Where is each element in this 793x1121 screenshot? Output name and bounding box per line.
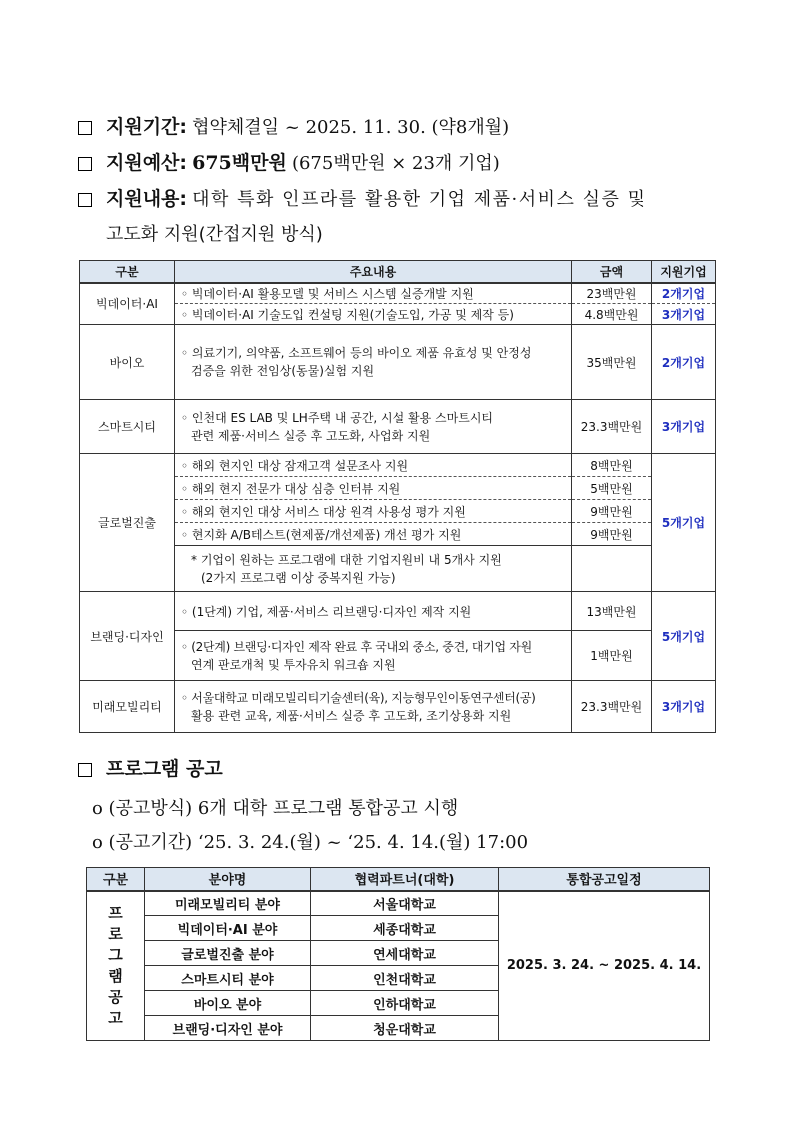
partner-cell: 서울대학교 xyxy=(311,891,499,916)
amount-cell: 23.3백만원 xyxy=(572,400,652,454)
support-content-text: 대학 특화 인프라를 활용한 기업 제품·서비스 실증 및 xyxy=(192,189,647,210)
header-category: 구분 xyxy=(87,868,145,891)
support-content-table xyxy=(79,260,716,733)
content-line: ◦ 의료기기, 의약품, 소프트웨어 등의 바이오 제품 유효성 및 안정성 xyxy=(181,346,532,360)
companies-cell: 5개기업 xyxy=(652,592,716,681)
companies-cell: 2개기업 xyxy=(652,325,716,400)
table-row xyxy=(80,523,716,546)
content-cell: ◦ 빅데이터·AI 활용모델 및 서비스 시스템 실증개발 지원 xyxy=(175,283,572,304)
amount-cell: 4.8백만원 xyxy=(572,304,652,325)
program-category-cell xyxy=(87,891,145,1041)
content-line: ◦ 인천대 ES LAB 및 LH주택 내 공간, 시설 활용 스마트시티 xyxy=(181,410,494,425)
support-content-line2: 고도화 지원(간접지원 방식) xyxy=(106,224,323,245)
note-line: (2가지 프로그램 이상 중복지원 가능) xyxy=(201,570,396,585)
amount-cell: 35백만원 xyxy=(572,325,652,400)
companies-cell: 5개기업 xyxy=(652,454,716,592)
category-char: 프 xyxy=(108,903,123,922)
support-period-label: 지원기간: xyxy=(106,116,188,138)
table-row xyxy=(80,400,716,454)
field-cell: 스마트시티 분야 xyxy=(145,966,311,991)
amount-cell: 8백만원 xyxy=(572,454,652,477)
table-row xyxy=(80,454,716,477)
program-method: o (공고방식) 6개 대학 프로그램 통합공고 시행 xyxy=(92,798,459,819)
note-line: * 기업이 원하는 프로그램에 대한 기업지원비 내 5개사 지원 xyxy=(191,552,502,567)
partner-cell: 인천대학교 xyxy=(311,966,499,991)
table-row xyxy=(80,325,716,400)
checkbox-icon xyxy=(78,763,92,777)
table-row xyxy=(80,631,716,681)
field-cell: 바이오 분야 xyxy=(145,991,311,1016)
field-cell: 미래모빌리티 분야 xyxy=(145,891,311,916)
header-companies: 지원기업 xyxy=(652,261,716,283)
field-cell: 빅데이터·AI 분야 xyxy=(145,916,311,941)
amount-cell xyxy=(572,546,652,592)
content-cell: ◦ 해외 현지 전문가 대상 심층 인터뷰 지원 xyxy=(175,477,572,500)
content-cell: ◦ 해외 현지인 대상 서비스 대상 원격 사용성 평가 지원 xyxy=(175,500,572,523)
companies-cell: 2개기업 xyxy=(652,283,716,304)
content-line: 활용 관련 교육, 제품·서비스 실증 후 고도화, 조기상용화 지원 xyxy=(191,708,512,723)
table-row xyxy=(80,283,716,304)
schedule-cell: 2025. 3. 24. ~ 2025. 4. 14. xyxy=(499,891,710,1041)
content-cell xyxy=(175,681,572,733)
table-row xyxy=(87,891,710,916)
program-period: o (공고기간) ‘25. 3. 24.(월) ~ ‘25. 4. 14.(월) 17:00 xyxy=(92,832,529,853)
amount-cell: 23.3백만원 xyxy=(572,681,652,733)
content-line: ◦ (2단계) 브랜딩·디자인 제작 완료 후 국내외 중소, 중견, 대기업 자원 xyxy=(181,639,532,654)
checkbox-icon xyxy=(78,193,92,207)
table-row xyxy=(80,500,716,523)
table-row xyxy=(80,477,716,500)
amount-cell: 5백만원 xyxy=(572,477,652,500)
category-smartcity: 스마트시티 xyxy=(80,400,175,454)
support-budget-amount: 675백만원 xyxy=(192,152,287,174)
checkbox-icon xyxy=(78,121,92,135)
program-announcement-table xyxy=(86,867,710,1041)
table-row xyxy=(80,681,716,733)
companies-cell: 3개기업 xyxy=(652,304,716,325)
partner-cell: 연세대학교 xyxy=(311,941,499,966)
amount-cell: 23백만원 xyxy=(572,283,652,304)
companies-cell: 3개기업 xyxy=(652,400,716,454)
category-bio: 바이오 xyxy=(80,325,175,400)
support-budget-line xyxy=(78,148,500,175)
field-cell: 브랜딩·디자인 분야 xyxy=(145,1016,311,1041)
program-title: 프로그램 공고 xyxy=(106,758,223,780)
amount-cell: 1백만원 xyxy=(572,631,652,681)
table-row xyxy=(80,304,716,325)
content-cell xyxy=(175,546,572,592)
checkbox-icon xyxy=(78,157,92,171)
category-global: 글로벌진출 xyxy=(80,454,175,592)
content-cell: ◦ (1단계) 기업, 제품·서비스 리브랜딩·디자인 제작 지원 xyxy=(175,592,572,631)
table-row xyxy=(80,546,716,592)
support-budget-detail: (675백만원 × 23개 기업) xyxy=(291,153,500,174)
content-line: 관련 제품·서비스 실증 후 고도화, 사업화 지원 xyxy=(191,428,431,443)
category-char: 공 xyxy=(108,987,123,1006)
content-cell xyxy=(175,325,572,400)
field-cell: 글로벌진출 분야 xyxy=(145,941,311,966)
header-category: 구분 xyxy=(80,261,175,283)
header-content: 주요내용 xyxy=(175,261,572,283)
support-period-value: 협약체결일 ~ 2025. 11. 30. (약8개월) xyxy=(192,117,510,138)
category-char: 램 xyxy=(108,966,123,985)
table-row xyxy=(80,592,716,631)
support-period-line xyxy=(78,112,509,139)
partner-cell: 청운대학교 xyxy=(311,1016,499,1041)
content-cell xyxy=(175,400,572,454)
amount-cell: 9백만원 xyxy=(572,500,652,523)
content-cell xyxy=(175,631,572,681)
companies-cell: 3개기업 xyxy=(652,681,716,733)
category-bigdata: 빅데이터·AI xyxy=(80,283,175,325)
content-cell: ◦ 현지화 A/B테스트(현제품/개선제품) 개선 평가 지원 xyxy=(175,523,572,546)
support-content-label: 지원내용: xyxy=(106,188,188,210)
content-cell: ◦ 빅데이터·AI 기술도입 컨설팅 지원(기술도입, 가공 및 제작 등) xyxy=(175,304,572,325)
content-cell: ◦ 해외 현지인 대상 잠재고객 설문조사 지원 xyxy=(175,454,572,477)
support-budget-label: 지원예산: xyxy=(106,152,188,174)
content-line: ◦ 서울대학교 미래모빌리티기술센터(육), 지능형무인이동연구센터(공) xyxy=(181,690,536,705)
partner-cell: 세종대학교 xyxy=(311,916,499,941)
support-content-line xyxy=(78,184,647,211)
header-amount: 금액 xyxy=(572,261,652,283)
category-char: 고 xyxy=(108,1008,123,1027)
amount-cell: 13백만원 xyxy=(572,592,652,631)
category-char: 로 xyxy=(108,924,123,943)
content-line: 검증을 위한 전임상(동물)실험 지원 xyxy=(191,364,375,378)
partner-cell: 인하대학교 xyxy=(311,991,499,1016)
program-heading xyxy=(78,754,223,781)
content-line: 연계 판로개척 및 투자유치 워크숍 지원 xyxy=(191,657,396,672)
header-field: 분야명 xyxy=(145,868,311,891)
category-branding: 브랜딩·디자인 xyxy=(80,592,175,681)
header-schedule: 통합공고일정 xyxy=(499,868,710,891)
category-char: 그 xyxy=(108,945,123,964)
amount-cell: 9백만원 xyxy=(572,523,652,546)
category-mobility: 미래모빌리티 xyxy=(80,681,175,733)
header-partner: 협력파트너(대학) xyxy=(311,868,499,891)
